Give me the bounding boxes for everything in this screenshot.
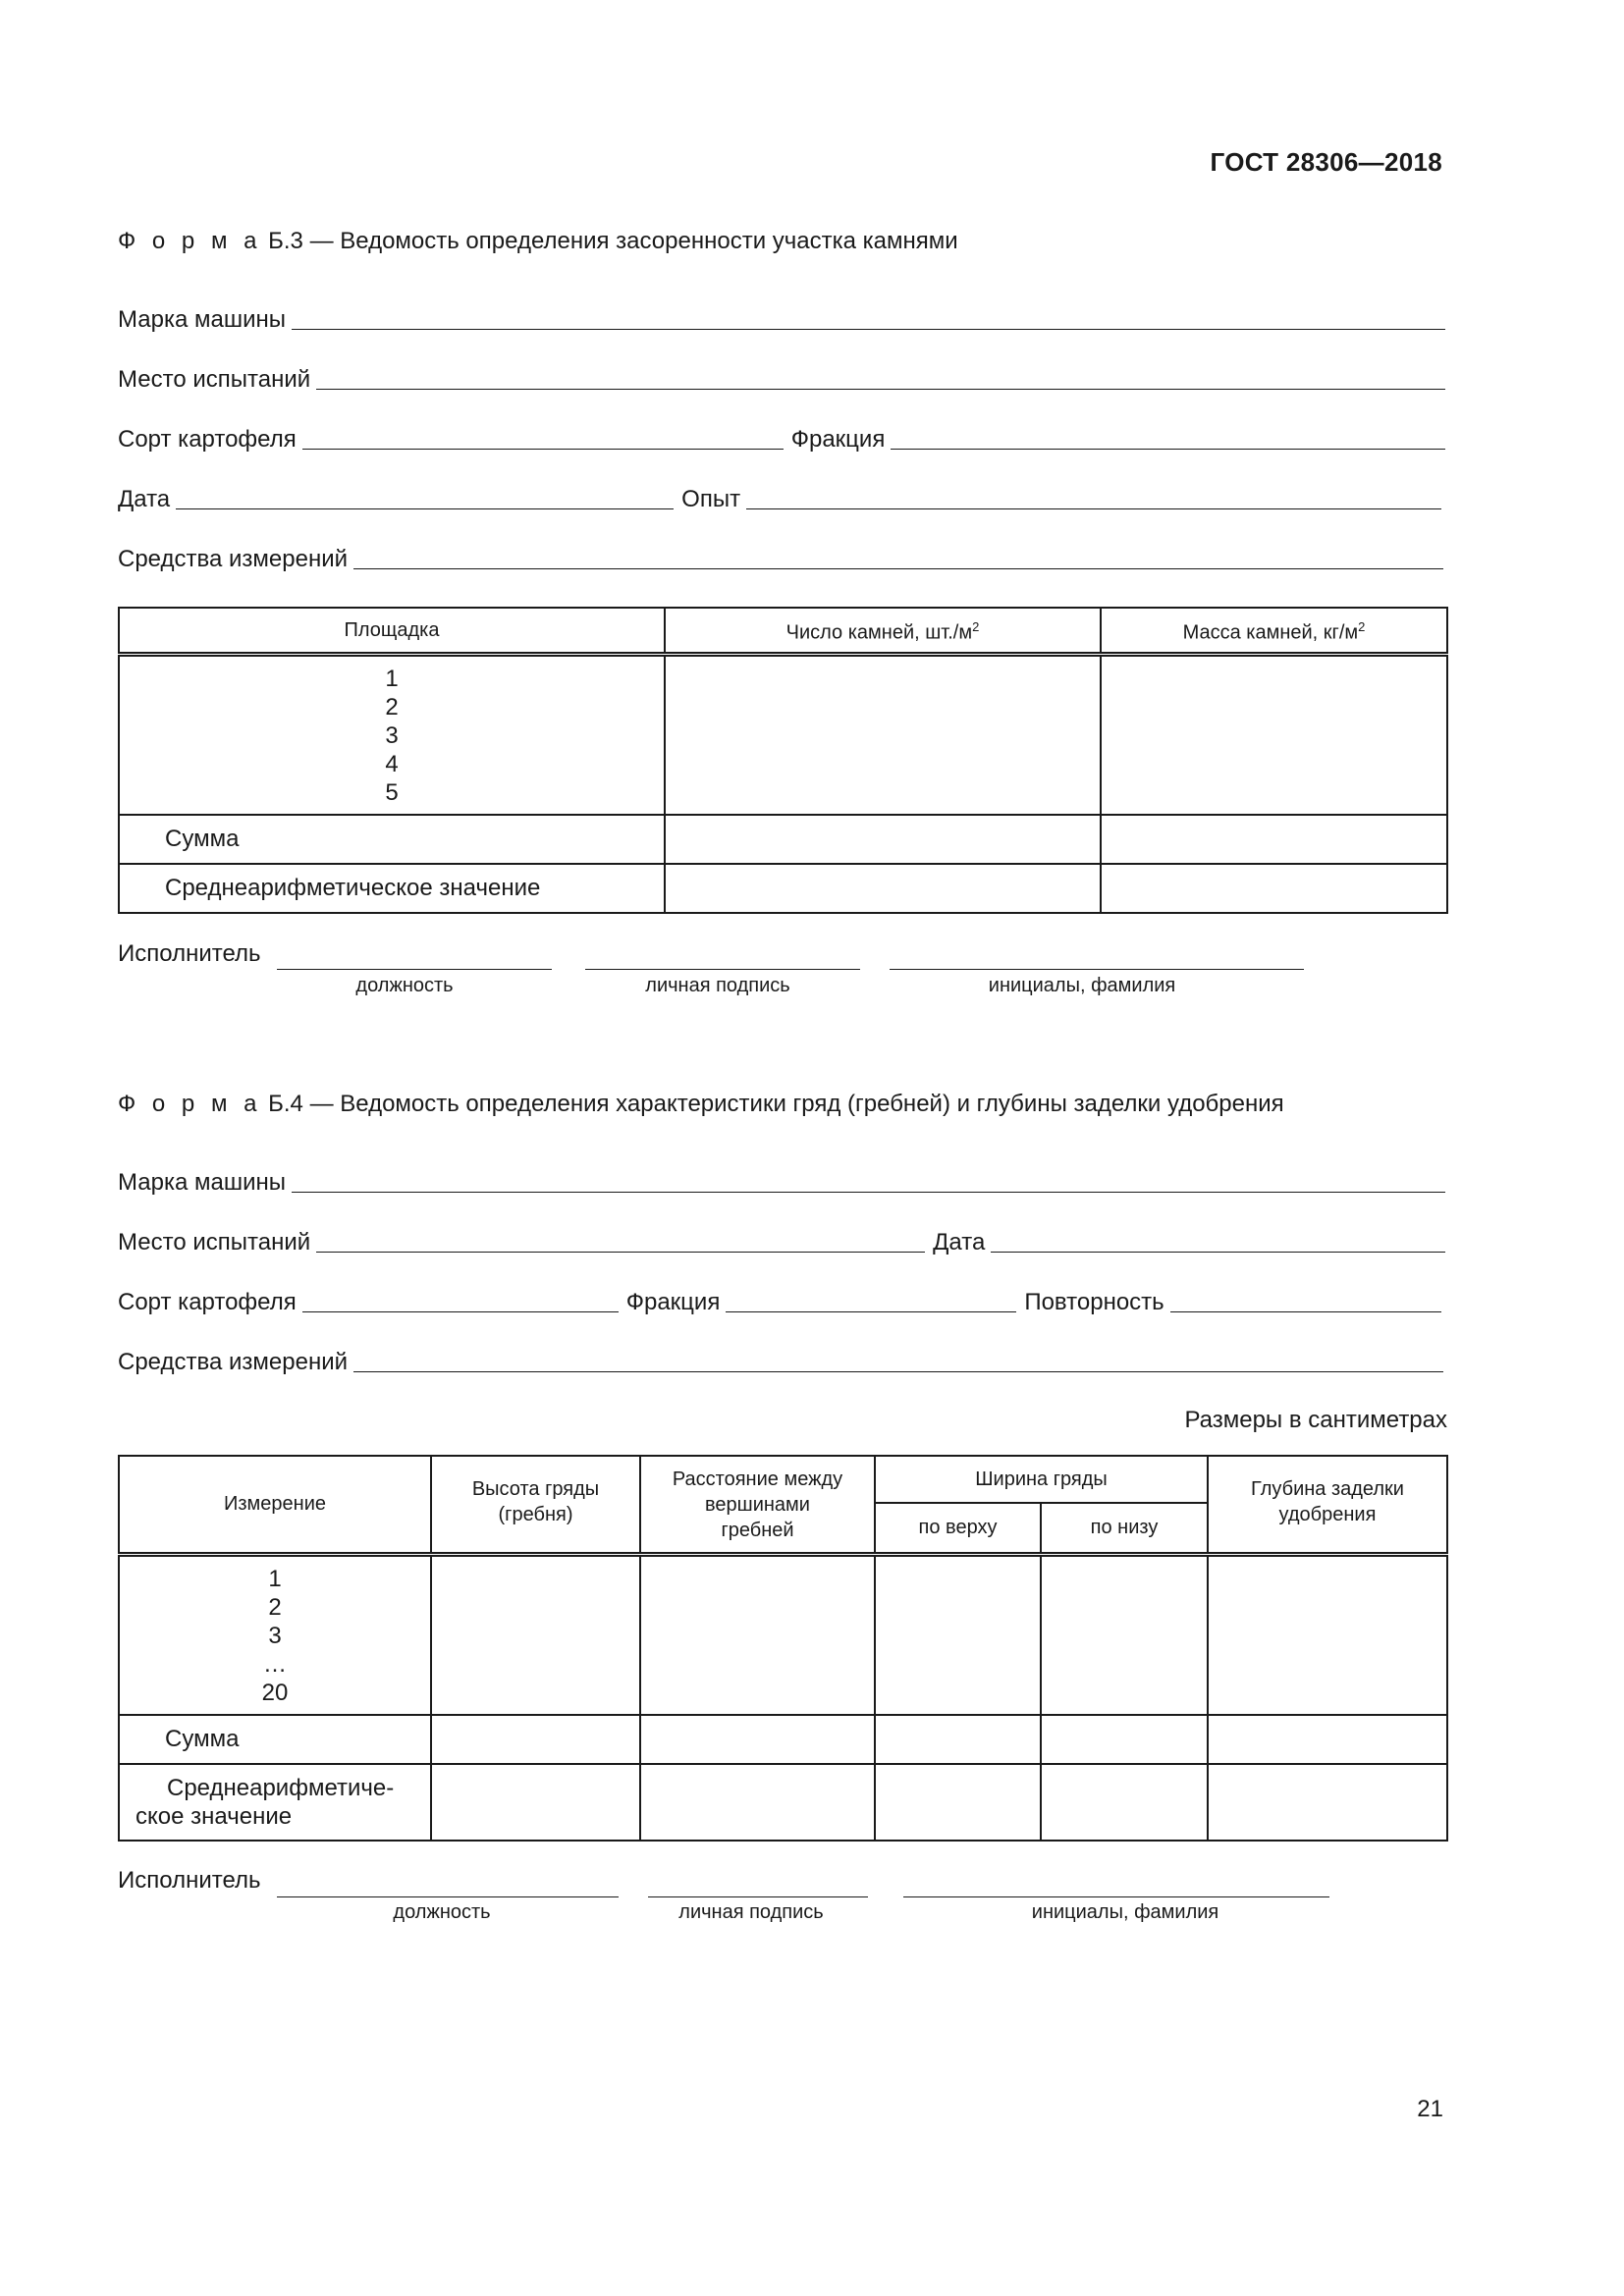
form-b4-variety-label: Сорт картофеля [118, 1289, 297, 1315]
form-b4-place-label: Место испытаний [118, 1229, 311, 1255]
form-b4-fraction-label: Фракция [625, 1289, 721, 1315]
b3-mean-count-cell[interactable] [665, 864, 1101, 913]
form-b3-variety-row [118, 420, 1445, 454]
b4-position-caption: должность [393, 1901, 491, 1923]
list-item: 20 [261, 1679, 289, 1706]
b4-header-width: Ширина гряды [875, 1456, 1208, 1503]
form-b3-experiment-label: Опыт [681, 486, 741, 512]
b4-measure-numbers [119, 1554, 431, 1715]
b4-mean-distance-cell[interactable] [640, 1764, 875, 1841]
form-b4-machine-field[interactable] [292, 1166, 1445, 1193]
form-b4-repeat-label: Повторность [1024, 1289, 1164, 1315]
form-b4-machine-label: Марка машины [118, 1169, 287, 1196]
b3-position-field[interactable] [277, 969, 552, 970]
b3-header-site: Площадка [119, 608, 665, 654]
b4-height-cell[interactable] [431, 1554, 640, 1715]
b4-mean-width-bottom-cell[interactable] [1041, 1764, 1208, 1841]
b4-performer-label: Исполнитель [118, 1867, 261, 1894]
b3-mean-mass-cell[interactable] [1101, 864, 1447, 913]
b3-sum-count-cell[interactable] [665, 815, 1101, 864]
b4-width-bottom-cell[interactable] [1041, 1554, 1208, 1715]
document-code: ГОСТ 28306—2018 [1210, 147, 1442, 177]
list-item: 2 [268, 1593, 282, 1621]
b4-header-distance: Расстояние между вершинами гребней [640, 1456, 875, 1554]
b4-sum-distance-cell[interactable] [640, 1715, 875, 1764]
form-b3-title-text: Б.3 — Ведомость определения засоренности участка камнями [268, 228, 958, 254]
b3-mass-cell[interactable] [1101, 654, 1447, 815]
form-b3-fraction-label: Фракция [790, 426, 886, 453]
form-b3-title-prefix: Ф о р м а [118, 228, 262, 254]
form-b4-fraction-field[interactable] [726, 1286, 1016, 1312]
form-b3-machine-field[interactable] [292, 303, 1445, 330]
b4-header-height: Высота гряды (гребня) [431, 1456, 640, 1554]
list-item: 3 [385, 721, 399, 749]
b4-mean-width-top-cell[interactable] [875, 1764, 1041, 1841]
b3-sum-label: Сумма [119, 815, 665, 864]
b3-mean-label: Среднеарифметическое значение [119, 864, 665, 913]
list-item: 1 [385, 665, 399, 692]
b4-signature-caption: личная подпись [678, 1901, 824, 1923]
form-b4-instruments-row [118, 1343, 1445, 1376]
b3-performer-label: Исполнитель [118, 940, 261, 967]
b4-header-depth: Глубина заделки удобрения [1208, 1456, 1447, 1554]
b3-header-count: Число камней, $шт./м^2$ [665, 608, 1101, 654]
form-b4-title-text: Б.4 — Ведомость определения характеристики гряд (гребней) и глубины заделки удобрения [268, 1091, 1284, 1117]
b4-width-top-cell[interactable] [875, 1554, 1041, 1715]
b4-sum-height-cell[interactable] [431, 1715, 640, 1764]
form-b4-place-row [118, 1223, 1445, 1256]
b4-distance-cell[interactable] [640, 1554, 875, 1715]
form-b3-table [118, 607, 1448, 914]
form-b4-variety-field[interactable] [302, 1286, 619, 1312]
list-item: 3 [268, 1622, 282, 1649]
list-item: 5 [385, 778, 399, 806]
form-b4-repeat-field[interactable] [1170, 1286, 1441, 1312]
b3-sum-mass-cell[interactable] [1101, 815, 1447, 864]
b4-header-width-bottom: по низу [1041, 1503, 1208, 1554]
b3-name-caption: инициалы, фамилия [988, 975, 1176, 996]
form-b3-variety-field[interactable] [302, 423, 784, 450]
b4-mean-label: Среднеарифметиче- ское значение [119, 1764, 431, 1841]
b4-position-field[interactable] [277, 1896, 619, 1897]
b3-count-cell[interactable] [665, 654, 1101, 815]
b3-position-caption: должность [355, 975, 454, 996]
form-b4-instruments-label: Средства измерений [118, 1349, 349, 1375]
list-item: … [263, 1650, 287, 1678]
b4-sum-width-top-cell[interactable] [875, 1715, 1041, 1764]
form-b4-table [118, 1455, 1448, 1842]
b4-sum-depth-cell[interactable] [1208, 1715, 1447, 1764]
form-b3-date-row [118, 480, 1445, 513]
form-b3-experiment-field[interactable] [746, 483, 1441, 509]
form-b3-place-label: Место испытаний [118, 366, 311, 393]
b4-mean-depth-cell[interactable] [1208, 1764, 1447, 1841]
b3-signature-caption: личная подпись [645, 975, 790, 996]
form-b3-place-field[interactable] [316, 363, 1445, 390]
form-b4-date-label: Дата [933, 1229, 986, 1255]
list-item: 1 [268, 1565, 282, 1592]
b3-signature-field[interactable] [585, 969, 860, 970]
b3-header-mass: Масса камней, $кг/м^2$ [1101, 608, 1447, 654]
form-b3-machine-label: Марка машины [118, 306, 287, 333]
form-b3-title [118, 228, 958, 255]
b4-depth-cell[interactable] [1208, 1554, 1447, 1715]
b4-name-caption: инициалы, фамилия [1031, 1901, 1219, 1923]
b4-header-width-top: по верху [875, 1503, 1041, 1554]
page-number: 21 [1417, 2096, 1443, 2122]
list-item: 4 [385, 750, 399, 777]
b4-mean-height-cell[interactable] [431, 1764, 640, 1841]
form-b3-fraction-field[interactable] [891, 423, 1445, 450]
form-b3-variety-label: Сорт картофеля [118, 426, 297, 453]
form-b3-instruments-row [118, 540, 1445, 573]
form-b3-machine-row [118, 300, 1445, 334]
form-b3-instruments-field[interactable] [353, 543, 1443, 569]
b3-name-field[interactable] [890, 969, 1304, 970]
form-b4-instruments-field[interactable] [353, 1346, 1443, 1372]
form-b4-title [118, 1091, 1284, 1118]
list-item: 2 [385, 693, 399, 721]
form-b4-place-field[interactable] [316, 1226, 925, 1253]
b4-sum-label: Сумма [119, 1715, 431, 1764]
form-b3-date-label: Дата [118, 486, 171, 512]
b4-name-field[interactable] [903, 1896, 1329, 1897]
b4-header-measure: Измерение [119, 1456, 431, 1554]
form-b4-date-field[interactable] [991, 1226, 1445, 1253]
b4-sum-width-bottom-cell[interactable] [1041, 1715, 1208, 1764]
b3-site-numbers [119, 654, 665, 815]
form-b3-instruments-label: Средства измерений [118, 546, 349, 572]
size-units-note: Размеры в сантиметрах [1184, 1407, 1447, 1433]
b4-signature-field[interactable] [648, 1896, 868, 1897]
form-b4-title-prefix: Ф о р м а [118, 1091, 262, 1117]
form-b4-variety-row [118, 1283, 1445, 1316]
form-b4-machine-row [118, 1163, 1445, 1197]
form-b3-place-row [118, 360, 1445, 394]
form-b3-date-field[interactable] [176, 483, 674, 509]
